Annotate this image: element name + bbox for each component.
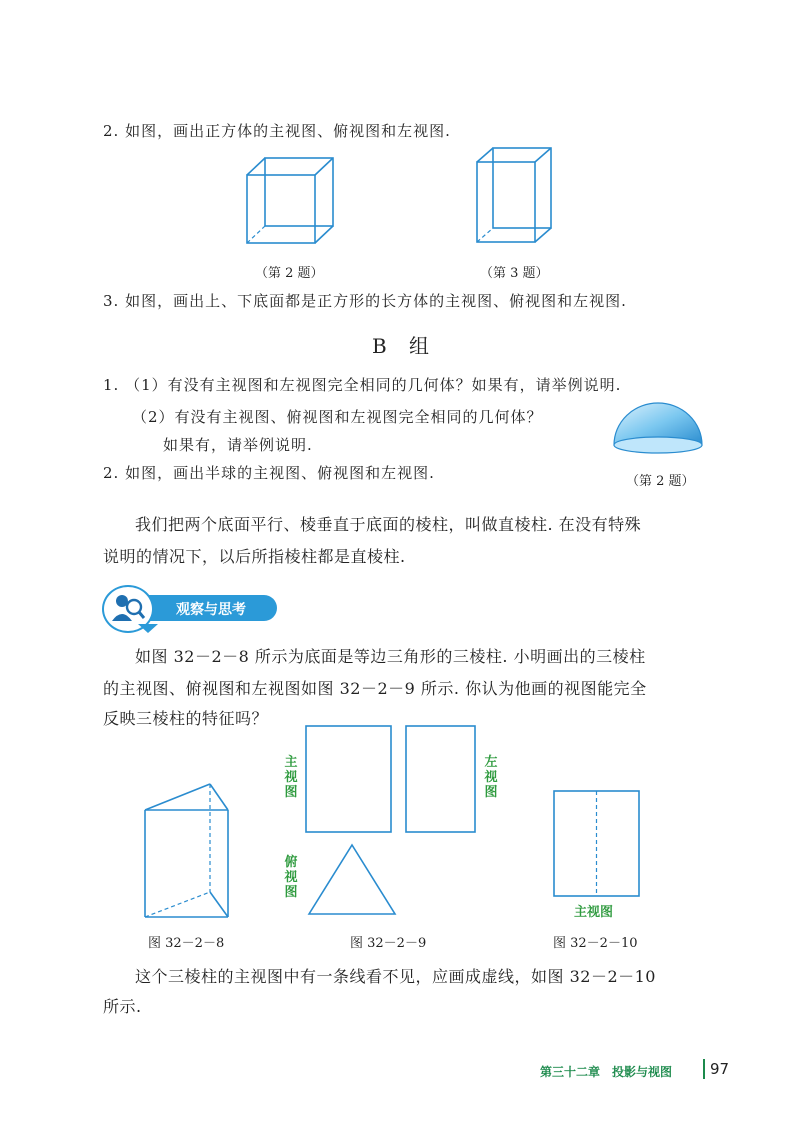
caption-fig-9: 图 32－2－9 (350, 936, 427, 951)
triangular-prism-figure (140, 780, 240, 920)
observe-line-2: 的主视图、俯视图和左视图如图 32－2－9 所示. 你认为他画的视图能完全 (103, 679, 647, 698)
page-number: 97 (710, 1060, 730, 1078)
label-left-view: 左视图 (484, 755, 498, 800)
front-view-rect (305, 725, 395, 835)
left-view-rect (405, 725, 480, 835)
footer-divider (703, 1059, 705, 1079)
observe-think-badge (102, 585, 282, 637)
exercise-b2: 2. 如图，画出半球的主视图、俯视图和左视图. (103, 464, 435, 482)
front-view-dashed-figure (553, 790, 643, 900)
top-view-triangle (305, 842, 400, 917)
magnifier-person-icon (110, 591, 146, 625)
definition-line-2: 说明的情况下，以后所指棱柱都是直棱柱. (103, 547, 406, 566)
caption-fig-10: 图 32－2－10 (553, 936, 638, 951)
footer-chapter: 第三十二章 投影与视图 (540, 1065, 673, 1079)
label-front-view: 主视图 (284, 755, 298, 800)
hemisphere-figure (608, 400, 708, 460)
conclusion-line-1: 这个三棱柱的主视图中有一条线看不见，应画成虚线，如图 32－2－10 (135, 967, 656, 986)
observe-line-3: 反映三棱柱的特征吗？ (103, 709, 269, 728)
observe-line-1: 如图 32－2－8 所示为底面是等边三角形的三棱柱. 小明画出的三棱柱 (135, 647, 646, 666)
label-top-view: 俯视图 (284, 855, 298, 900)
caption-hemisphere: （第 2 题） (626, 474, 695, 489)
label-front-view-10: 主视图 (574, 905, 614, 920)
badge-pointer-icon (138, 624, 158, 634)
exercise-b1-2b: 如果有，请举例说明. (163, 436, 313, 454)
group-b-title: B 组 (372, 334, 438, 358)
cuboid-figure (470, 140, 560, 250)
badge-label: 观察与思考 (176, 602, 246, 618)
caption-q2: （第 2 题） (255, 266, 324, 281)
exercise-b1-2a: （2）有没有主视图、俯视图和左视图完全相同的几何体？ (132, 408, 543, 426)
exercise-b1-1: 1. （1）有没有主视图和左视图完全相同的几何体？如果有，请举例说明. (103, 376, 622, 394)
definition-line-1: 我们把两个底面平行、棱垂直于底面的棱柱，叫做直棱柱. 在没有特殊 (135, 515, 642, 534)
conclusion-line-2: 所示. (103, 997, 142, 1016)
cube-figure (240, 150, 340, 250)
exercise-a3: 3. 如图，画出上、下底面都是正方形的长方体的主视图、俯视图和左视图. (103, 292, 627, 310)
exercise-a2: 2. 如图，画出正方体的主视图、俯视图和左视图. (103, 122, 451, 140)
caption-fig-8: 图 32－2－8 (148, 936, 225, 951)
caption-q3: （第 3 题） (480, 266, 549, 281)
